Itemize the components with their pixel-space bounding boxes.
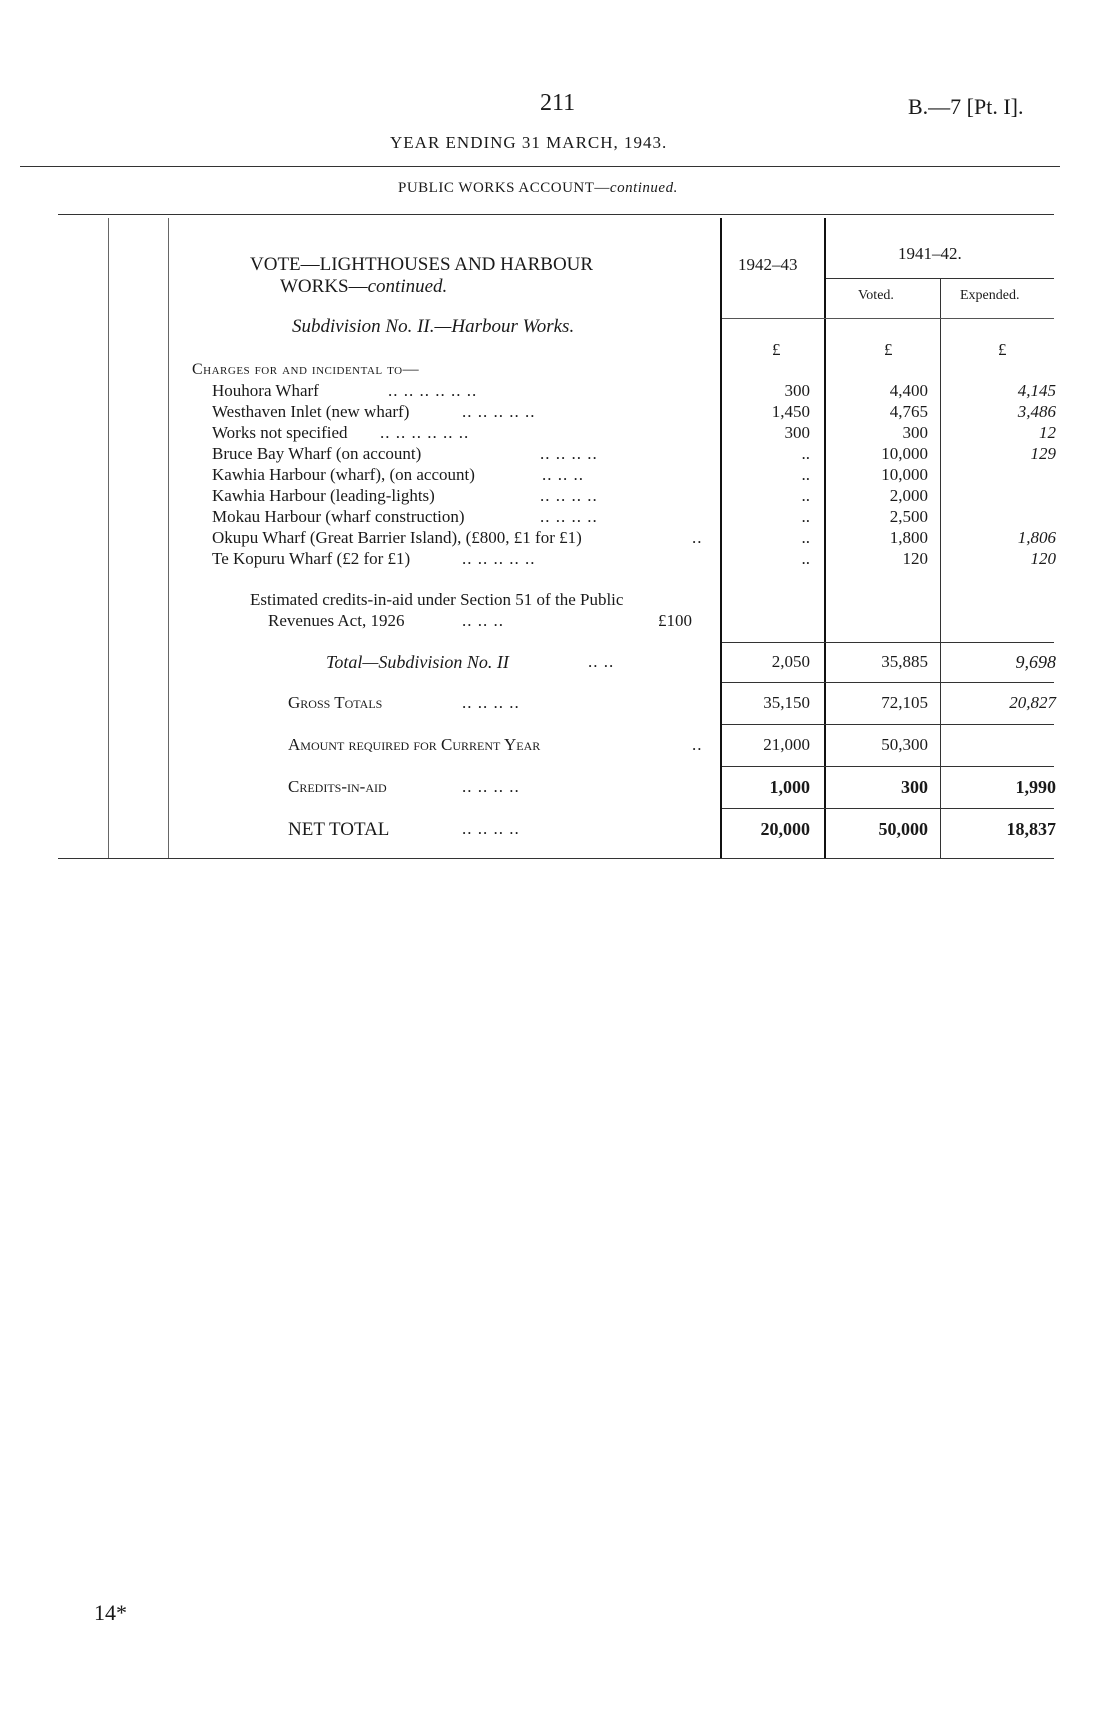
- vote-heading-line2: [280, 276, 447, 298]
- column-header-bottom-rule: [722, 318, 1054, 319]
- total-subdivision-voted: 35,885: [881, 652, 928, 671]
- row-value-1942: 1,450: [771, 402, 810, 421]
- row-value-expended: 3,486: [1017, 402, 1056, 421]
- row-label: Kawhia Harbour (leading-lights): [212, 486, 435, 505]
- row-leader-dots: .. .. ..: [542, 465, 584, 484]
- net-top-rule: [722, 808, 1054, 809]
- net-total-label: NET TOTAL: [288, 819, 390, 840]
- row-leader-dots: .. .. .. .. .. ..: [388, 381, 478, 400]
- row-label: Okupu Wharf (Great Barrier Island), (£800, £1 for £1): [212, 528, 582, 547]
- row-value-1942: ..: [801, 549, 810, 568]
- account-heading-main: PUBLIC WORKS ACCOUNT—: [398, 180, 610, 196]
- column-header-1942-43: 1942–43: [738, 255, 798, 274]
- row-label: Bruce Bay Wharf (on account): [212, 444, 422, 463]
- currency-symbol-voted: £: [884, 340, 893, 359]
- amount-required-label: Amount required for Current Year: [288, 735, 541, 754]
- table-left-margin-line-1: [108, 218, 109, 858]
- amount-required-voted: 50,300: [881, 735, 928, 754]
- header-rule: [20, 166, 1060, 167]
- credits-note-amount: £100: [658, 611, 692, 630]
- column-header-voted: Voted.: [858, 288, 894, 303]
- row-leader-dots: .. .. .. .. ..: [462, 402, 536, 421]
- credits-in-aid-1942: 1,000: [769, 777, 810, 797]
- gross-totals-1942: 35,150: [763, 693, 810, 712]
- row-label: Te Kopuru Wharf (£2 for £1): [212, 549, 411, 568]
- gross-totals-leader-dots: .. .. .. ..: [462, 693, 520, 712]
- gross-totals-voted: 72,105: [881, 693, 928, 712]
- vote-heading: VOTE—LIGHTHOUSES AND HARBOUR: [250, 254, 594, 275]
- row-value-voted: 120: [902, 549, 928, 568]
- row-value-1942: 300: [784, 423, 810, 442]
- year-heading: YEAR ENDING 31 MARCH, 1943.: [390, 133, 668, 152]
- gross-totals-label: Gross Totals: [288, 693, 383, 712]
- row-value-voted: 4,400: [889, 381, 928, 400]
- currency-symbol-expended: £: [998, 340, 1007, 359]
- net-total-expended: 18,837: [1006, 819, 1056, 839]
- row-value-expended: 12: [1039, 423, 1056, 442]
- total-subdivision-leader-dots: .. ..: [588, 652, 615, 671]
- credits-note-line2: Revenues Act, 1926: [268, 611, 405, 630]
- gross-totals-expended: 20,827: [1009, 693, 1056, 712]
- charges-heading: Charges for and incidental to—: [192, 361, 420, 378]
- amount-required-1942: 21,000: [763, 735, 810, 754]
- row-value-expended: 129: [1030, 444, 1056, 463]
- currency-symbol-1942: £: [772, 340, 781, 359]
- amount-required-leader-dots: ..: [692, 735, 703, 754]
- row-leader-dots: .. .. .. ..: [540, 507, 598, 526]
- column-divider-b: [824, 218, 826, 858]
- row-value-expended: 1,806: [1017, 528, 1056, 547]
- row-value-voted: 2,500: [889, 507, 928, 526]
- column-header-expended: Expended.: [960, 288, 1020, 303]
- row-value-expended: 120: [1030, 549, 1056, 568]
- credits-in-aid-voted: 300: [901, 777, 928, 797]
- row-value-voted: 10,000: [881, 444, 928, 463]
- total-subdivision-expended: 9,698: [1015, 652, 1056, 672]
- row-label: Kawhia Harbour (wharf), (on account): [212, 465, 475, 484]
- row-label: Houhora Wharf: [212, 381, 319, 400]
- credits-top-rule: [722, 766, 1054, 767]
- row-value-1942: ..: [801, 486, 810, 505]
- page-number: 211: [540, 90, 576, 116]
- column-divider-c: [940, 278, 941, 858]
- signature-mark: 14*: [94, 1600, 127, 1625]
- net-total-leader-dots: .. .. .. ..: [462, 819, 520, 838]
- vote-heading-continued: continued.: [367, 276, 448, 297]
- table-left-margin-line-2: [168, 218, 169, 858]
- column-header-1941-42: 1941–42.: [898, 244, 962, 263]
- row-value-voted: 4,765: [889, 402, 928, 421]
- gross-top-rule: [722, 682, 1054, 683]
- credits-in-aid-leader-dots: .. .. .. ..: [462, 777, 520, 796]
- row-value-1942: ..: [801, 465, 810, 484]
- document-reference: B.—7 [Pt. I].: [908, 94, 1024, 119]
- row-label: Westhaven Inlet (new wharf): [212, 402, 410, 421]
- credits-in-aid-label: Credits-in-aid: [288, 777, 387, 796]
- credits-note-leader-dots: .. .. ..: [462, 611, 504, 630]
- row-label: Works not specified: [212, 423, 348, 442]
- row-leader-dots: .. .. .. ..: [540, 486, 598, 505]
- row-value-1942: ..: [801, 528, 810, 547]
- total-subdivision-1942: 2,050: [771, 652, 810, 671]
- subtotal-top-rule: [722, 642, 1054, 643]
- account-heading: [398, 180, 678, 197]
- column-divider-a: [720, 218, 722, 858]
- table-bottom-rule: [58, 858, 1054, 859]
- total-subdivision-label: Total—Subdivision No. II: [326, 652, 509, 672]
- row-value-voted: 1,800: [889, 528, 928, 547]
- row-value-voted: 2,000: [889, 486, 928, 505]
- amount-top-rule: [722, 724, 1054, 725]
- row-value-voted: 10,000: [881, 465, 928, 484]
- row-label: Mokau Harbour (wharf construction): [212, 507, 465, 526]
- column-header-split-rule: [826, 278, 1054, 279]
- account-heading-continued: continued.: [609, 180, 678, 196]
- subdivision-heading: Subdivision No. II.—Harbour Works.: [292, 316, 575, 337]
- row-value-1942: ..: [801, 507, 810, 526]
- row-value-1942: ..: [801, 444, 810, 463]
- net-total-voted: 50,000: [878, 819, 928, 839]
- row-value-expended: 4,145: [1017, 381, 1056, 400]
- vote-heading-works: WORKS—: [280, 276, 368, 297]
- credits-note-line1: Estimated credits-in-aid under Section 51 of the Public: [250, 590, 624, 609]
- row-value-1942: 300: [784, 381, 810, 400]
- credits-in-aid-expended: 1,990: [1015, 777, 1056, 797]
- row-leader-dots: .. .. .. .. ..: [462, 549, 536, 568]
- table-top-rule: [58, 214, 1054, 215]
- row-leader-dots: ..: [692, 528, 703, 547]
- row-leader-dots: .. .. .. .. .. ..: [380, 423, 470, 442]
- row-value-voted: 300: [902, 423, 928, 442]
- row-leader-dots: .. .. .. ..: [540, 444, 598, 463]
- net-total-1942: 20,000: [760, 819, 810, 839]
